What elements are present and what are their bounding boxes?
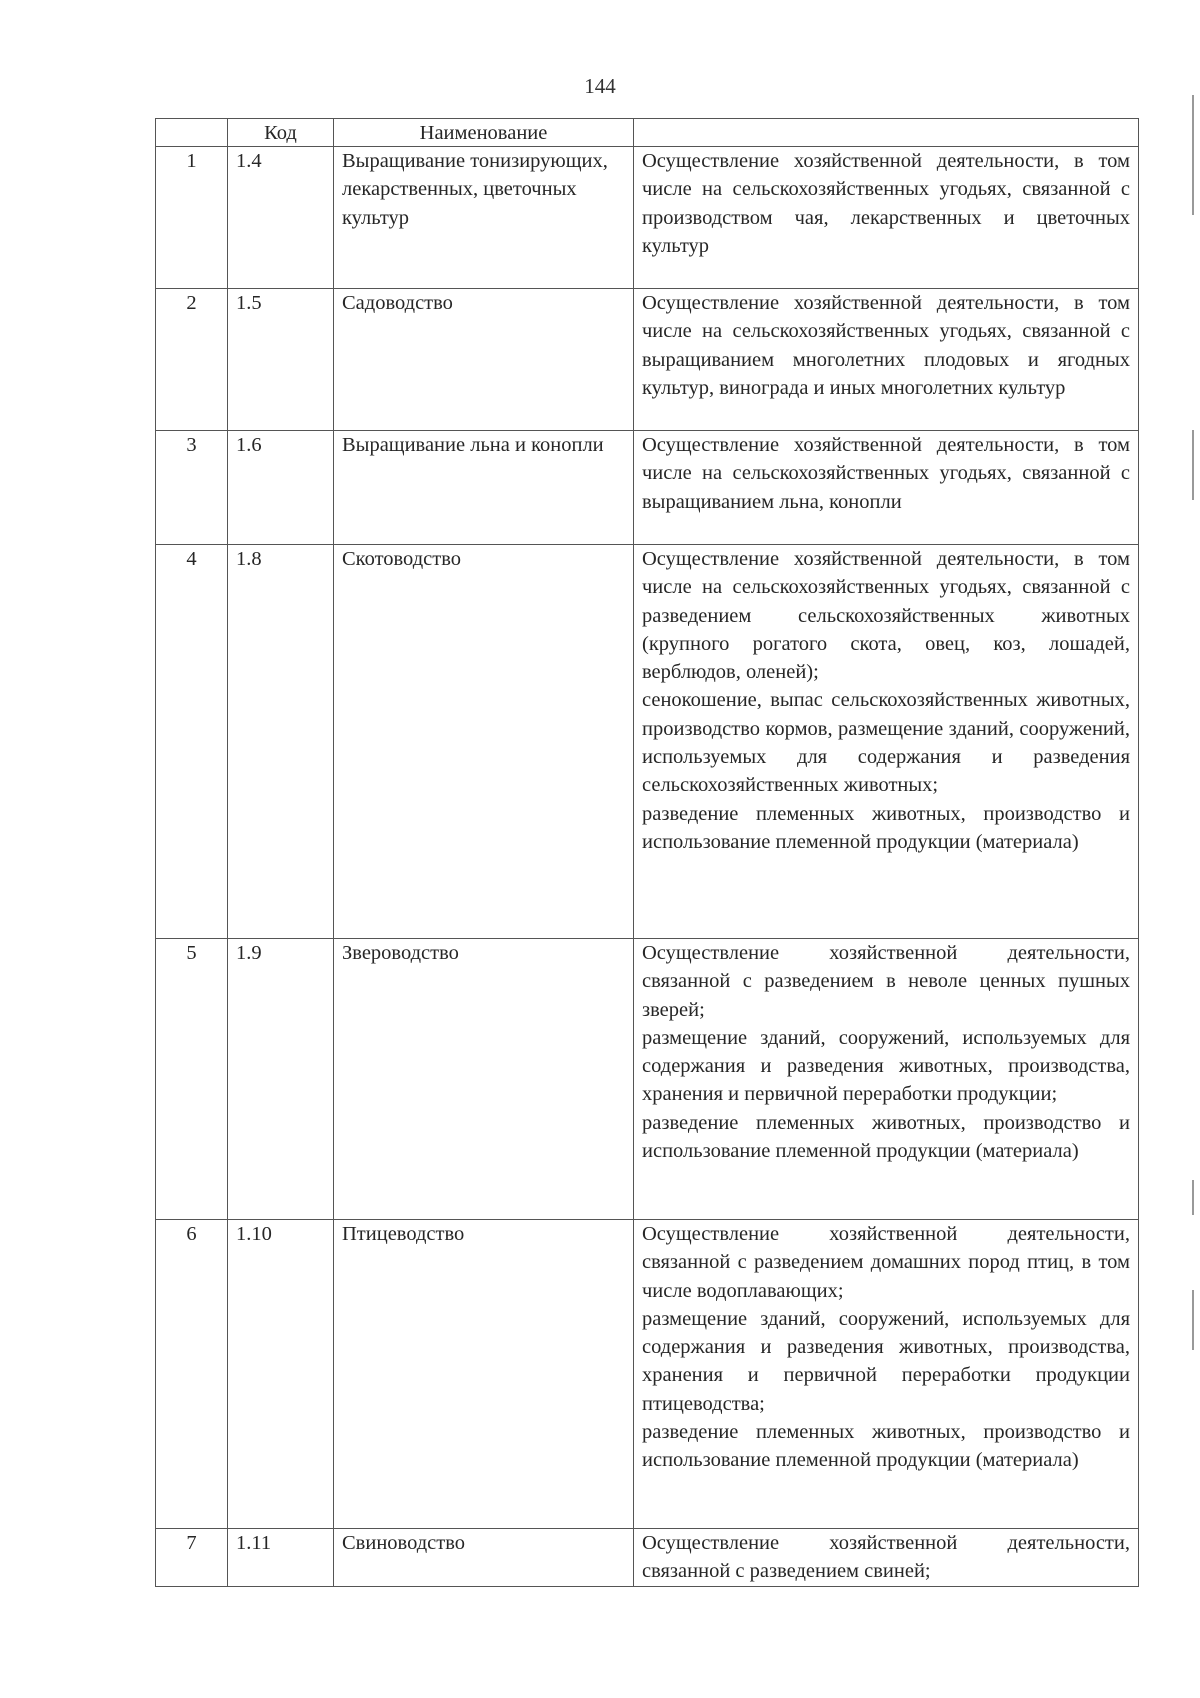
description-paragraph: сенокошение, выпас сельскохозяйственных животных, производство кормов, размещение зданий, сооружений, используемых для содержания и разведения сельскохозяйственных животных;: [642, 689, 1130, 797]
scan-edge-mark: [1192, 1180, 1194, 1215]
table-row: [156, 545, 1139, 939]
description-paragraph: разведение племенных животных, производство и использование племенной продукции (материала): [642, 802, 1130, 853]
row-description: [634, 431, 1139, 545]
row-name: Птицеводство: [334, 1220, 634, 1529]
row-description: [634, 545, 1139, 939]
row-description: [634, 1529, 1139, 1587]
table-row: [156, 1220, 1139, 1529]
row-code: 1.8: [228, 545, 334, 939]
row-description: [634, 289, 1139, 431]
row-number: 3: [156, 431, 228, 545]
row-code: 1.5: [228, 289, 334, 431]
page-number: 144: [584, 74, 616, 98]
row-number: 5: [156, 939, 228, 1220]
row-name: Выращивание льна и конопли: [334, 431, 634, 545]
row-number: 4: [156, 545, 228, 939]
header-code: Код: [228, 119, 334, 147]
header-name: Наименование: [334, 119, 634, 147]
header-description: [634, 119, 1139, 147]
scan-edge-mark: [1192, 430, 1194, 500]
row-name: Выращивание тонизирующих, лекарственных, цветочных культур: [334, 147, 634, 289]
row-number: 1: [156, 147, 228, 289]
row-name: Скотоводство: [334, 545, 634, 939]
row-name: Садоводство: [334, 289, 634, 431]
description-paragraph: Осуществление хозяйственной деятельности, в том числе на сельскохозяйственных угодьях, связанной с разведением сельскохозяйственных животных (крупного рогатого скота, овец, коз, лошадей, верблюдов, оленей);: [642, 548, 1130, 684]
description-paragraph: Осуществление хозяйственной деятельности, в том числе на сельскохозяйственных угодьях, связанной с выращиванием многолетних плодовых и ягодных культур, винограда и иных многолетних культур: [642, 292, 1130, 399]
table-row: [156, 939, 1139, 1220]
description-paragraph: разведение племенных животных, производство и использование племенной продукции (материала): [642, 1111, 1130, 1163]
table-row: [156, 431, 1139, 545]
description-paragraph: размещение зданий, сооружений, используемых для содержания и разведения животных, производства, хранения и первичной переработки продукции птицеводства;: [642, 1307, 1130, 1415]
scan-edge-mark: [1192, 1290, 1194, 1350]
description-paragraph: Осуществление хозяйственной деятельности, в том числе на сельскохозяйственных угодьях, связанной с выращиванием льна, конопли: [642, 434, 1130, 513]
table-row: [156, 1529, 1139, 1587]
description-paragraph: Осуществление хозяйственной деятельности, связанной с разведением в неволе ценных пушных зверей;: [642, 942, 1130, 1021]
row-description: [634, 147, 1139, 289]
table-header-row: [156, 119, 1139, 147]
row-code: 1.4: [228, 147, 334, 289]
description-paragraph: Осуществление хозяйственной деятельности, связанной с разведением свиней;: [642, 1532, 1130, 1583]
row-number: 6: [156, 1220, 228, 1529]
description-paragraph: размещение зданий, сооружений, используемых для содержания и разведения животных, производства, хранения и первичной переработки продукции;: [642, 1026, 1130, 1106]
row-number: 7: [156, 1529, 228, 1587]
row-code: 1.11: [228, 1529, 334, 1587]
row-description: [634, 939, 1139, 1220]
row-code: 1.9: [228, 939, 334, 1220]
row-description: [634, 1220, 1139, 1529]
row-code: 1.6: [228, 431, 334, 545]
row-number: 2: [156, 289, 228, 431]
row-name: Свиноводство: [334, 1529, 634, 1587]
description-paragraph: Осуществление хозяйственной деятельности, в том числе на сельскохозяйственных угодьях, связанной с производством чая, лекарственных и цветочных культур: [642, 150, 1130, 257]
table-row: [156, 289, 1139, 431]
table-row: [156, 147, 1139, 289]
header-number: [156, 119, 228, 147]
description-paragraph: Осуществление хозяйственной деятельности, связанной с разведением домашних пород птиц, в том числе водоплавающих;: [642, 1223, 1130, 1302]
description-paragraph: разведение племенных животных, производство и использование племенной продукции (материала): [642, 1421, 1130, 1472]
scan-edge-mark: [1192, 95, 1194, 215]
row-code: 1.10: [228, 1220, 334, 1529]
row-name: Звероводство: [334, 939, 634, 1220]
land-use-table: [155, 118, 1139, 1587]
